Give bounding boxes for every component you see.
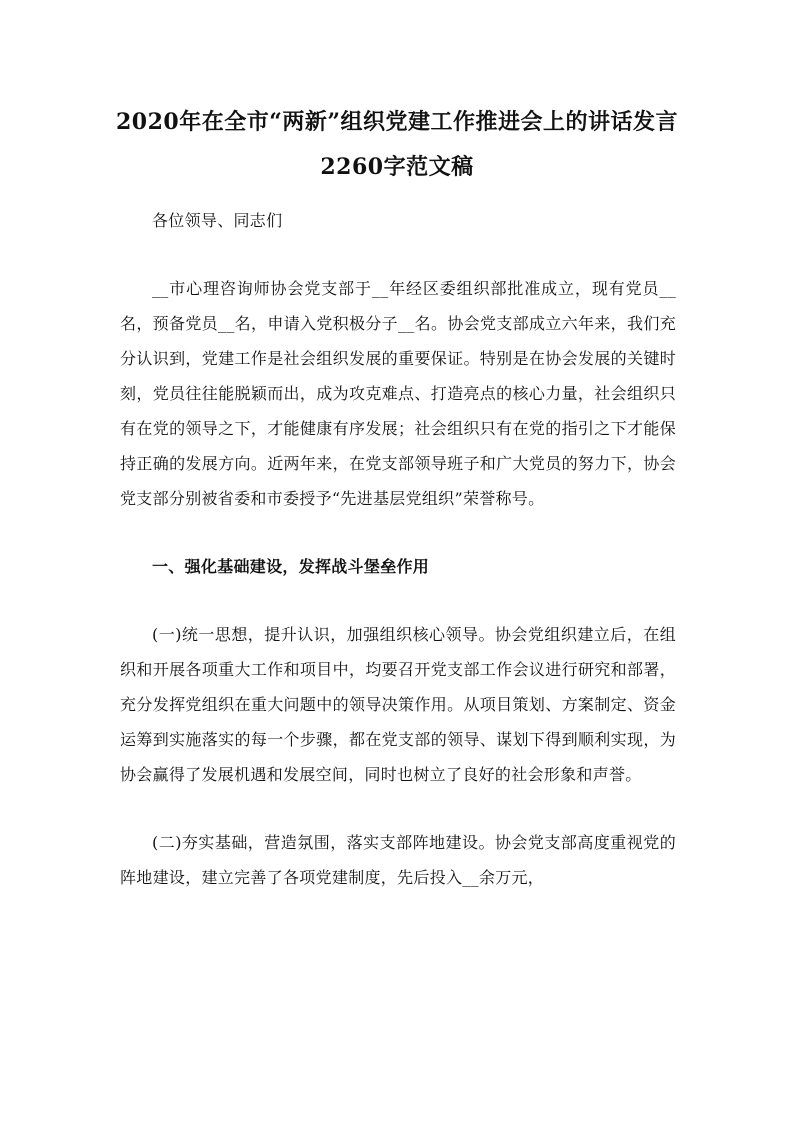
document-body (120, 203, 676, 895)
section-item-2: (二)夯实基础，营造氛围，落实支部阵地建设。协会党支部高度重视党的阵地建设，建立完善了各项党建制度，先后投入__余万元， (120, 833, 676, 887)
document-title: 2020年在全市“两新”组织党建工作推进会上的讲话发言2260字范文稿 (115, 109, 679, 180)
intro-paragraph: __市心理咨询师协会党支部于__年经区委组织部批准成立，现有党员__名，预备党员__名，申请入党积极分子__名。协会党支部成立六年来，我们充分认识到，党建工作是社会组织发展的重要保证。特别是在协会发展的关键时刻，党员往往能脱颖而出，成为攻克难点、打造亮点的核心力量，社会组织只有在党的领导之下，才能健康有序发展；社会组织只有在党的指引之下才能保持正确的发展方向。近两年来，在党支部领导班子和广大党员的努力下，协会党支部分别被省委和市委授予“先进基层党组织”荣誉称号。 (120, 279, 676, 508)
greeting: 各位领导、同志们 (152, 211, 283, 230)
section-item-1: (一)统一思想，提升认识，加强组织核心领导。协会党组织建立后，在组织和开展各项重大工作和项目中，均要召开党支部工作会议进行研究和部署，充分发挥党组织在重大问题中的领导决策作用。从项目策划、方案制定、资金运筹到实施落实的每一个步骤，都在党支部的领导、谋划下得到顺利实现，为协会赢得了发展机遇和发展空间，同时也树立了良好的社会形象和声誉。 (120, 625, 676, 784)
section-heading: 一、强化基础建设，发挥战斗堡垒作用 (152, 557, 430, 576)
